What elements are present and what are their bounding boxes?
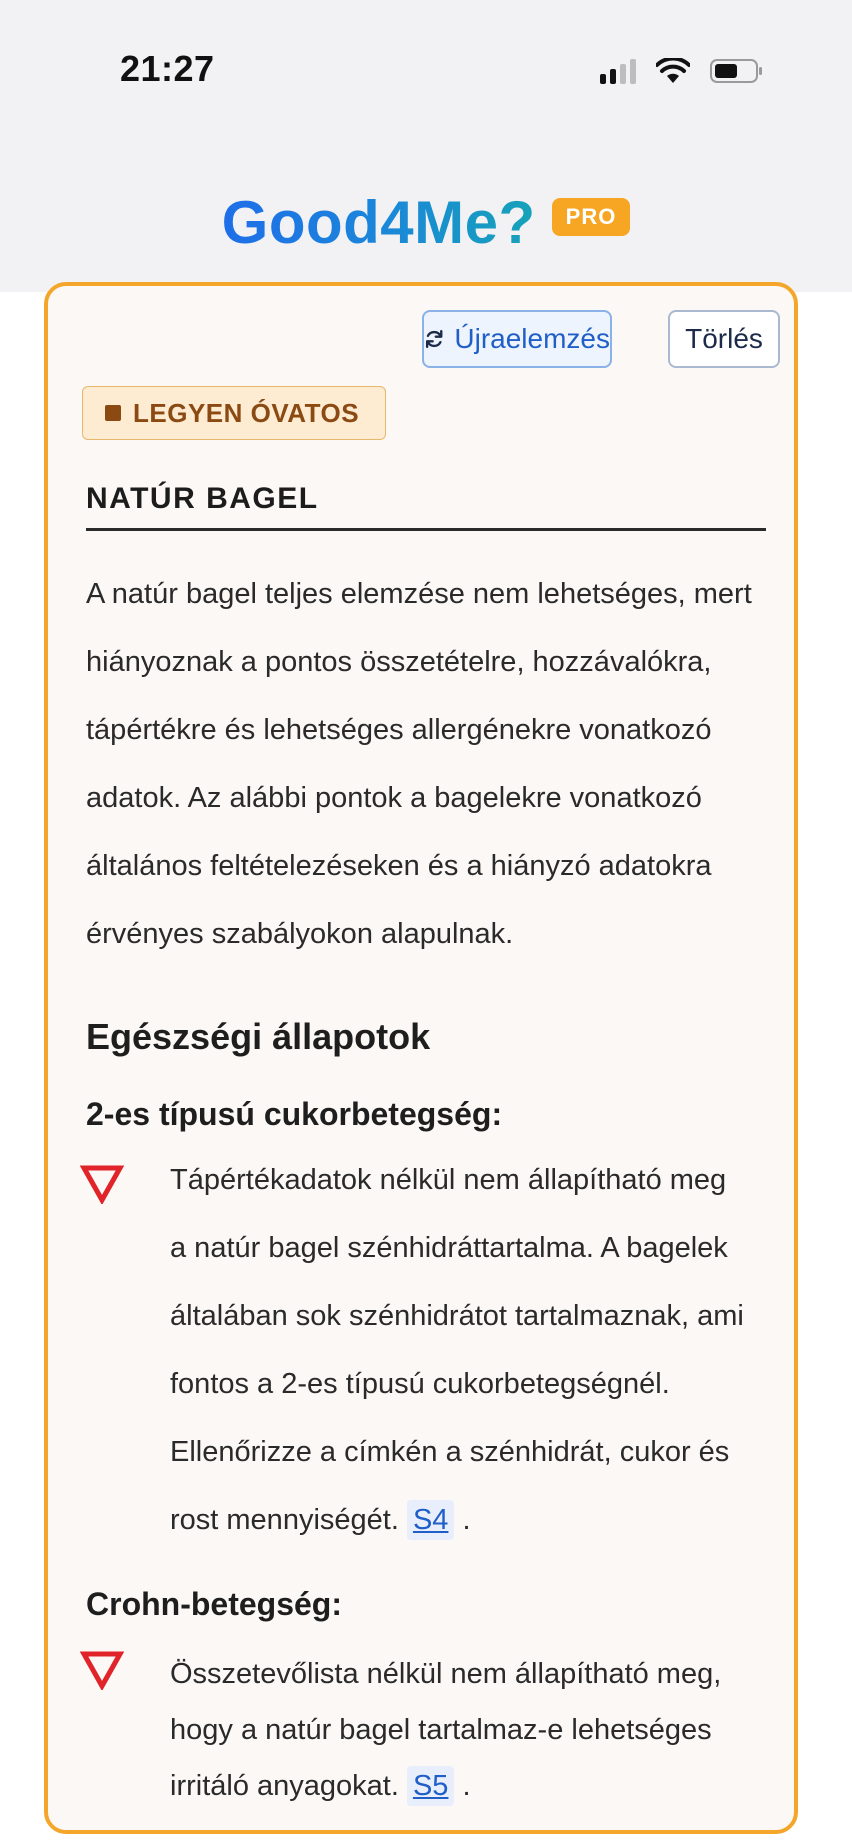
condition-text-crohn-body: Összetevőlista nélkül nem állapítható meg, hogy a natúr bagel tartalmaz-e lehetséges irritáló anyagokat.	[170, 1658, 722, 1802]
caution-badge	[82, 386, 386, 440]
sentence-end: .	[462, 1504, 471, 1536]
intro-paragraph: A natúr bagel teljes elemzése nem lehetséges, mert hiányoznak a pontos összetételre, hozzávalókra, tápértékre és lehetséges allergénekre vonatkozó adatok. Az alábbi pontok a bagelekre vonatkozó általános feltételezéseken és a hiányzó adatokra érvényes szabályokon alapulnak.	[86, 578, 752, 950]
status-time: 21:27	[120, 48, 215, 89]
condition-heading-diabetes: 2-es típusú cukorbetegség:	[86, 1096, 503, 1132]
app-brand	[0, 188, 852, 257]
condition-text-diabetes	[170, 1146, 750, 1554]
source-link-s4[interactable]: S4	[407, 1500, 454, 1540]
product-title: NATÚR BAGEL	[86, 482, 319, 515]
source-link-s5[interactable]: S5	[407, 1766, 454, 1806]
reanalyze-button[interactable]	[422, 310, 612, 368]
battery-icon	[710, 58, 764, 84]
status-icons	[600, 58, 764, 84]
caution-square-icon	[105, 405, 121, 421]
sentence-end: .	[462, 1770, 471, 1802]
warning-triangle-icon	[80, 1164, 124, 1204]
delete-button[interactable]	[668, 310, 780, 368]
condition-heading-crohn: Crohn-betegség:	[86, 1586, 342, 1622]
condition-text-crohn	[170, 1646, 750, 1814]
condition-text-diabetes-body: Tápértékadatok nélkül nem állapítható meg a natúr bagel szénhidráttartalma. A bagelek általában sok szénhidrátot tartalmaznak, ami fontos a 2-es típusú cukorbetegségnél. Ellenőrizze a címkén a szénhidrát, cukor és rost mennyiségét.	[170, 1164, 744, 1536]
warning-triangle-icon	[80, 1650, 124, 1690]
pro-badge: PRO	[552, 198, 631, 236]
delete-label: Törlés	[685, 323, 763, 354]
app-title: Good4Me?	[221, 189, 536, 256]
analysis-card	[44, 282, 798, 1834]
cellular-signal-icon	[600, 58, 636, 84]
reanalyze-label: Újraelemzés	[454, 323, 610, 354]
title-divider	[86, 528, 766, 531]
header-area	[0, 0, 852, 292]
caution-label: LEGYEN ÓVATOS	[133, 397, 360, 428]
wifi-icon	[656, 58, 690, 84]
refresh-icon	[424, 326, 444, 352]
section-heading-health-conditions: Egészségi állapotok	[86, 1016, 431, 1057]
